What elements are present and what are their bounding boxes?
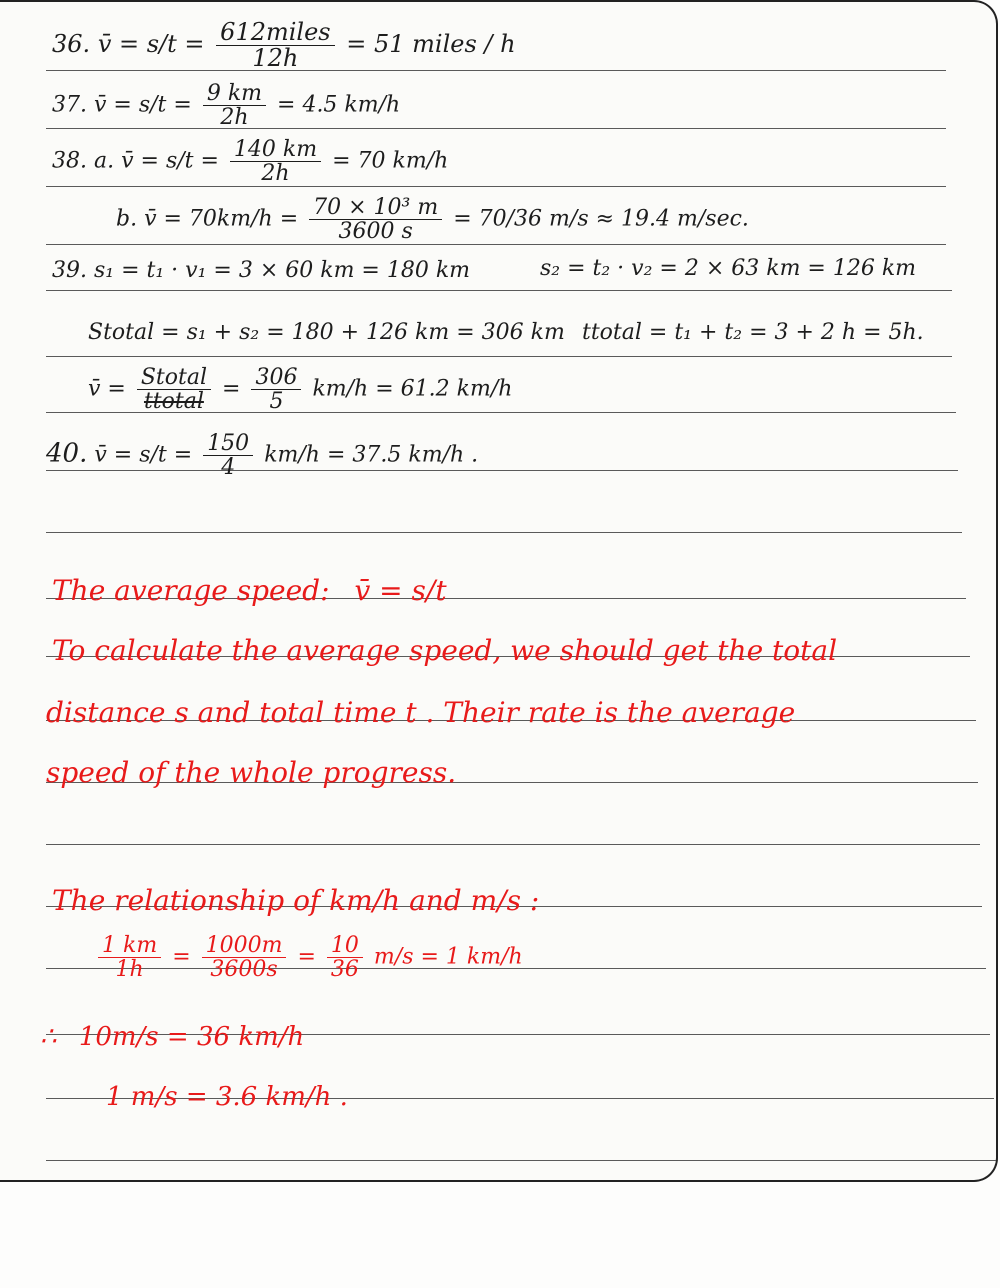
numerator: 140 km [230, 138, 321, 162]
ruled-line [46, 244, 946, 245]
problem-39-average [88, 366, 512, 413]
conversion-text: 10m/s = 36 km/h [78, 1022, 305, 1052]
therefore-symbol: ∴ [40, 1022, 57, 1052]
denominator: 4 [221, 455, 236, 481]
ruled-line [46, 356, 952, 357]
fraction [327, 934, 363, 981]
ruled-line [46, 1160, 996, 1161]
formula-rhs: km/h = 61.2 km/h [312, 376, 513, 402]
problem-37 [52, 82, 400, 129]
numerator: 306 [251, 366, 301, 390]
ruled-line [46, 290, 952, 291]
formula-lhs: v̄ = [88, 376, 126, 402]
denominator: 36 [330, 957, 359, 983]
average-formula: v̄ = s/t [354, 574, 447, 607]
explanation-line-3: speed of the whole progress. [46, 756, 457, 789]
formula-lhs: v̄ = s/t = [94, 442, 193, 468]
fraction [309, 196, 442, 243]
numerator: Stotal [137, 366, 211, 390]
ruled-line [46, 186, 946, 187]
average-speed-heading [52, 574, 447, 607]
conversion-line-2: 1 m/s = 3.6 km/h . [106, 1082, 348, 1112]
formula-lhs: v̄ = 70km/h = [144, 206, 299, 232]
fraction [216, 20, 334, 71]
fraction [251, 366, 301, 413]
fraction [230, 138, 321, 185]
numerator: 10 [327, 934, 363, 958]
problem-label: 39. [52, 258, 87, 283]
formula-rhs: = 70 km/h [332, 148, 449, 174]
numerator: 70 × 10³ m [309, 196, 442, 220]
heading-text: The average speed: [52, 574, 330, 607]
explanation-line-1: To calculate the average speed, we should get the total [52, 634, 838, 667]
conversion-line-1 [40, 1022, 304, 1052]
distance-s1: s₁ = t₁ · v₁ = 3 × 60 km = 180 km [94, 258, 471, 283]
ruled-line [46, 844, 980, 845]
problem-38a [52, 138, 448, 185]
ruled-line [46, 532, 962, 533]
fraction [202, 934, 287, 981]
equals: = [172, 944, 191, 970]
fraction [203, 82, 266, 129]
problem-36 [52, 20, 516, 71]
denominator: 5 [269, 389, 284, 415]
numerator: 1000m [202, 934, 287, 958]
total-distance: Stotal = s₁ + s₂ = 180 + 126 km = 306 km [88, 320, 565, 345]
denominator: 12h [252, 44, 299, 73]
formula-rhs: = 51 miles / h [346, 30, 516, 59]
denominator: 2h [220, 105, 249, 131]
numerator: 612miles [216, 20, 334, 46]
distance-s2: s₂ = t₂ · v₂ = 2 × 63 km = 126 km [540, 256, 917, 281]
problem-39-distances [52, 258, 470, 283]
numerator: 1 km [98, 934, 161, 958]
formula-lhs: v̄ = s/t = [94, 92, 192, 118]
numerator: 150 [203, 432, 253, 456]
explanation-line-2: distance s and total time t . Their rate is the average [46, 696, 796, 729]
equals: = [297, 944, 316, 970]
denominator: 1h [115, 957, 144, 983]
denominator: 2h [261, 161, 290, 187]
relationship-heading: The relationship of km/h and m/s : [52, 884, 540, 917]
denominator: ttotal [143, 389, 204, 415]
problem-label: b. [116, 206, 138, 232]
denominator: 3600 s [338, 219, 413, 245]
problem-label: 40. [46, 438, 88, 469]
problem-38b [116, 196, 749, 243]
problem-label: 38. a. [52, 148, 115, 174]
formula-rhs: km/h = 37.5 km/h . [264, 442, 479, 468]
formula-lhs: v̄ = s/t = [97, 30, 205, 59]
denominator: 3600s [210, 957, 278, 983]
total-time: ttotal = t₁ + t₂ = 3 + 2 h = 5h. [582, 320, 924, 345]
fraction [203, 432, 253, 479]
relationship-tail: m/s = 1 km/h [373, 944, 523, 970]
relationship-equation [94, 934, 523, 981]
problem-label: 36. [52, 30, 91, 59]
formula-lhs: v̄ = s/t = [121, 148, 219, 174]
formula-rhs: = 4.5 km/h [277, 92, 401, 118]
formula-rhs: = 70/36 m/s ≈ 19.4 m/sec. [453, 206, 749, 232]
equals: = [222, 376, 241, 402]
numerator: 9 km [203, 82, 266, 106]
fraction [137, 366, 211, 413]
problem-40 [46, 432, 478, 479]
problem-label: 37. [52, 92, 87, 118]
fraction [98, 934, 161, 981]
